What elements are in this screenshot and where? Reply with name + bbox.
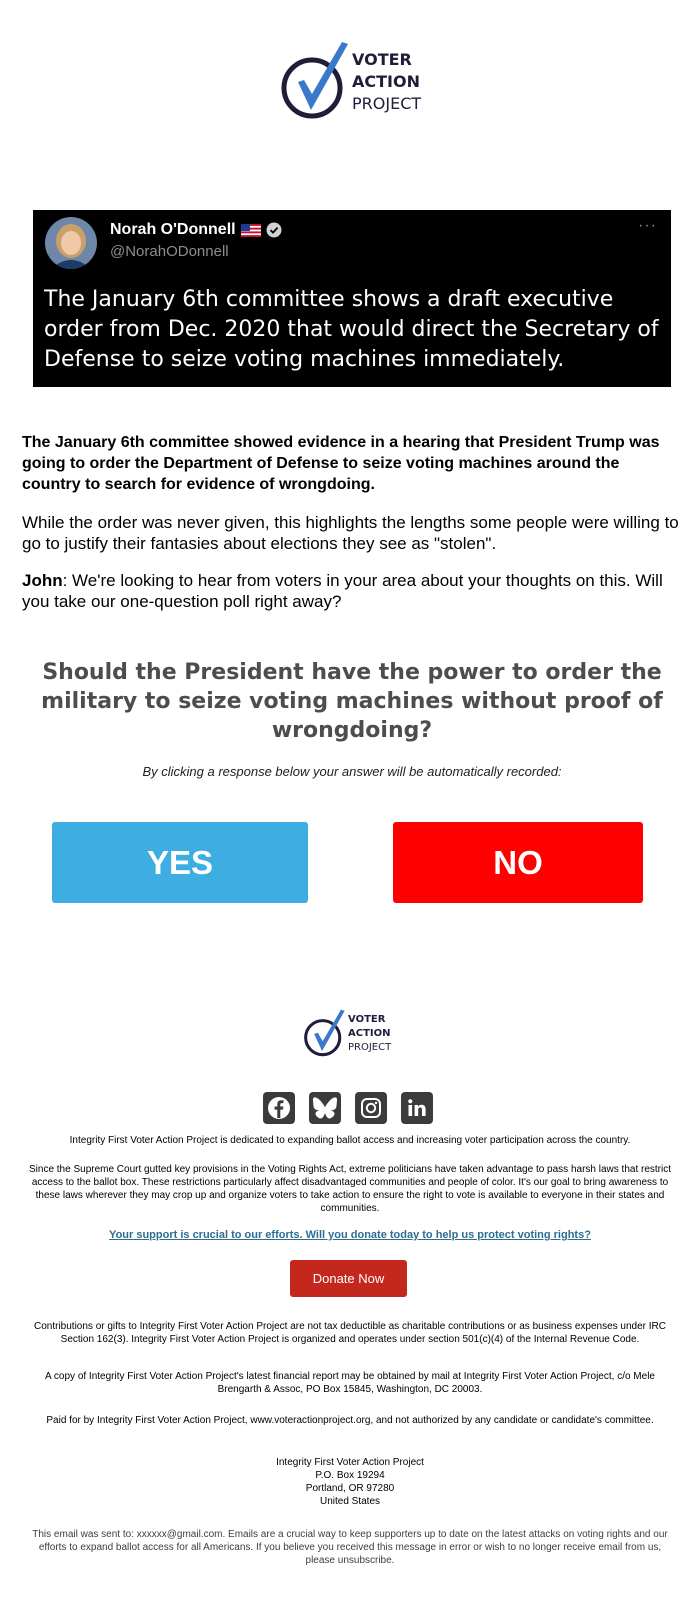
donate-button[interactable]: Donate Now: [290, 1260, 407, 1297]
brand-logo[interactable]: [278, 38, 438, 126]
brand-line2: ACTION: [352, 72, 420, 91]
footer-address: [24, 1456, 676, 1508]
footer-context: Since the Supreme Court gutted key provisions in the Voting Rights Act, extreme politicians have taken advantage to pass harsh laws that restrict access to the ballot box. These restrictions particularly affect disadvantaged communities and people of color. It's our goal to bring awareness to these laws wherever they may crop up and organize voters to take action to ensure the right to vote is available to everyone in their states and communities.: [28, 1164, 671, 1214]
footer-brand-wordmark: [348, 1013, 391, 1055]
yes-button[interactable]: YES: [52, 822, 308, 903]
avatar: [45, 217, 97, 269]
tweet-text: The January 6th committee shows a draft executive order from Dec. 2020 that would direct the Secretary of Defense to seize voting machines immediately.: [44, 287, 659, 372]
poll-question: Should the President have the power to order the military to seize voting machines without proof of wrongdoing?: [41, 660, 663, 743]
tweet-name-text: Norah O'Donnell: [110, 221, 236, 238]
intro-paragraph: The January 6th committee showed evidence in a hearing that President Trump was going to order the Department of Defense to seize voting machines around the country to search for evidence of wrongdoing.: [22, 434, 660, 493]
poll-instruction: By clicking a response below your answer will be automatically recorded:: [142, 764, 562, 779]
tweet-author-name: [110, 221, 282, 239]
support-link[interactable]: Your support is crucial to our efforts. Will you donate today to help us protect voting rights?: [109, 1229, 591, 1241]
address-org: Integrity First Voter Action Project: [276, 1457, 424, 1468]
brand-line3: PROJECT: [352, 94, 422, 113]
address-country: United States: [319, 1496, 381, 1507]
ask-text: : We're looking to hear from voters in your area about your thoughts on this. Will you take our one-question poll right away?: [22, 571, 663, 611]
facebook-icon[interactable]: [263, 1092, 295, 1124]
verified-badge-icon: [266, 222, 282, 238]
us-flag-icon: [241, 224, 261, 237]
footer-paid-for: Paid for by Integrity First Voter Action Project, www.voteractionproject.org, and not authorized by any candidate or candidate's committee.: [46, 1415, 654, 1426]
footer-brand-line3: PROJECT: [348, 1042, 392, 1053]
social-links: [263, 1092, 433, 1124]
tweet-card[interactable]: [33, 210, 671, 387]
brand-wordmark: [352, 49, 421, 115]
footer-financial-report: A copy of Integrity First Voter Action Project's latest financial report may be obtained by mail at Integrity First Voter Action Project, c/o Mele Brengarth & Assoc, PO Box 15845, Washington, DC 20003.: [45, 1371, 655, 1395]
no-button[interactable]: NO: [393, 822, 643, 903]
ask-paragraph: [22, 570, 682, 612]
footer-brand-logo[interactable]: [302, 1004, 412, 1064]
footer-brand-line2: ACTION: [348, 1028, 391, 1039]
footer-tax-disclaimer: Contributions or gifts to Integrity First Voter Action Project are not tax deductible as charitable contributions or as business expenses under IRC Section 162(3). Integrity First Voter Action Project is organized and operates under section 501(c)(4) of the Internal Revenue Code.: [34, 1321, 666, 1345]
address-box: P.O. Box 19294: [315, 1470, 385, 1481]
instagram-icon[interactable]: [355, 1092, 387, 1124]
footer-brand-line1: VOTER: [348, 1014, 386, 1025]
linkedin-icon[interactable]: [401, 1092, 433, 1124]
address-city: Portland, OR 97280: [305, 1483, 395, 1494]
brand-line1: VOTER: [352, 50, 412, 69]
footer-mission: Integrity First Voter Action Project is dedicated to expanding ballot access and increasing voter participation across the country.: [69, 1135, 631, 1146]
more-icon[interactable]: ···: [638, 217, 657, 234]
recipient-name: John: [22, 571, 63, 590]
tweet-handle: @NorahODonnell: [110, 243, 229, 260]
footer-sent-to: This email was sent to: xxxxxx@gmail.com. Emails are a crucial way to keep supporters up to date on the latest attacks on voting rights and our efforts to expand ballot access for all Americans. If you believe you received this message in error or wish to no longer receive email from us, please unsubscribe.: [32, 1529, 668, 1566]
bluesky-icon[interactable]: [309, 1092, 341, 1124]
context-paragraph: While the order was never given, this highlights the lengths some people were willing to go to justify their fantasies about elections they see as "stolen".: [22, 513, 679, 553]
